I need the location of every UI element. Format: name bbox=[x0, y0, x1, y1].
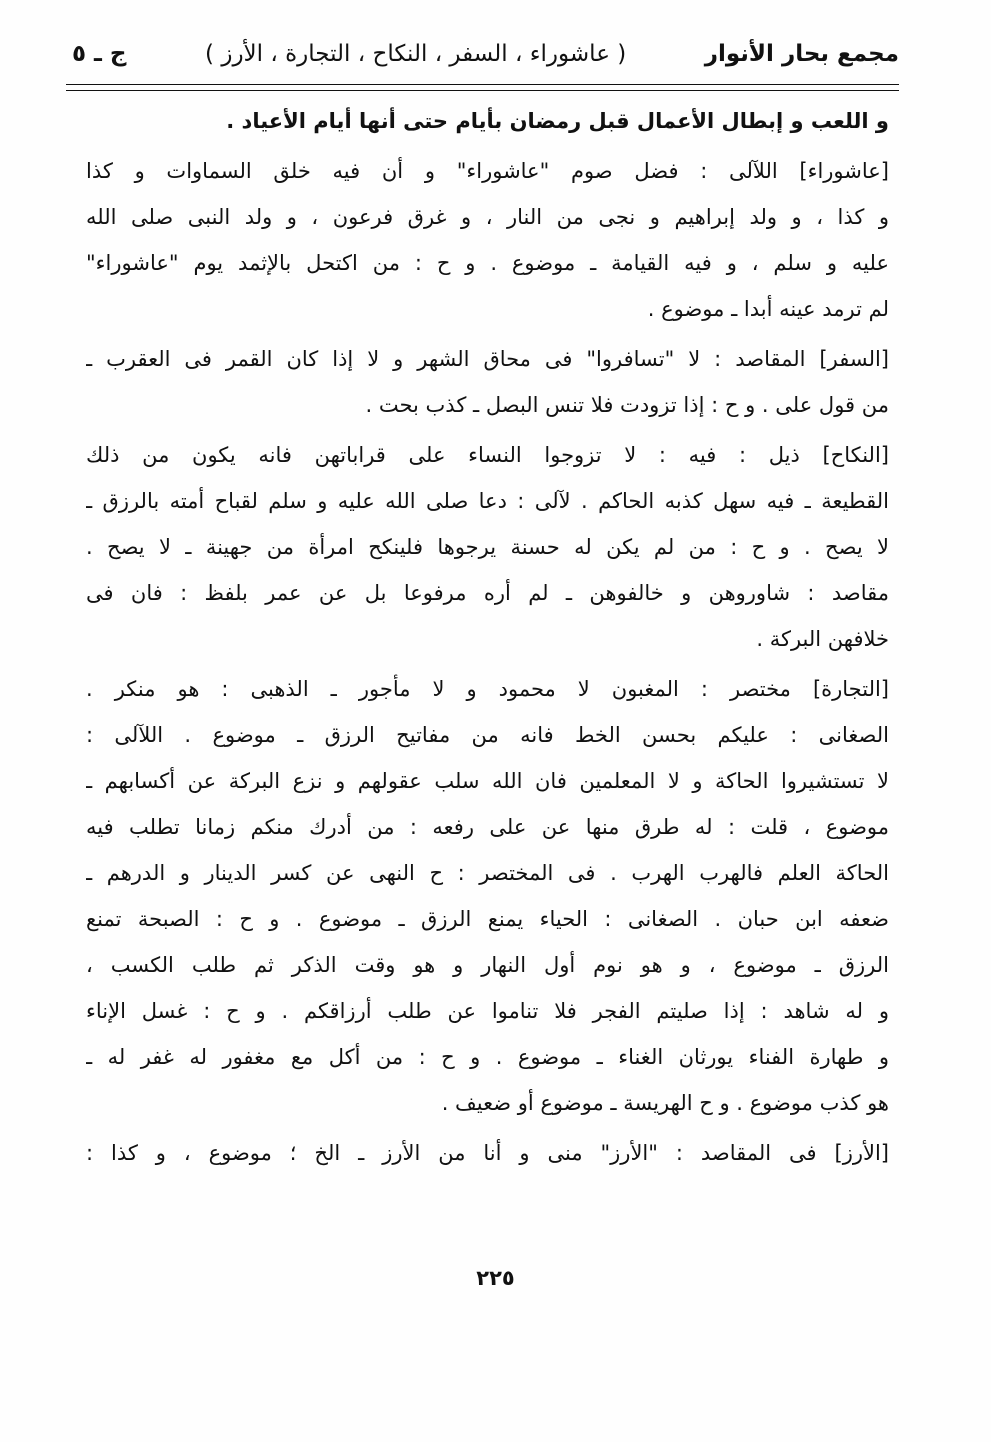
text-line: [عاشوراء] اللآلى : فضل صوم "عاشوراء" و أن فيه خلق السماوات و كذا bbox=[86, 159, 889, 183]
text-line: [التجارة] مختصر : المغبون لا محمود و لا مأجور ـ الذهبى : هو منكر . bbox=[86, 677, 889, 701]
text-line: و اللعب و إبطال الأعمال قبل رمضان بأيام حتى أنها أيام الأعياد . bbox=[226, 109, 889, 133]
text-line: هو كذب موضوع . و ح الهريسة ـ موضوع أو ضعيف . bbox=[441, 1091, 889, 1115]
text-line: الصغانى : عليكم بحسن الخط فانه من مفاتيح الرزق ـ موضوع . اللآلى : bbox=[86, 723, 889, 747]
text-line: ضعفه ابن حبان . الصغانى : الحياء يمنع الرزق ـ موضوع . و ح : الصبحة تمنع bbox=[86, 907, 889, 931]
text-line: و كذا ، و ولد إبراهيم و نجى من النار ، و غرق فرعون ، و ولد النبى صلى الله bbox=[86, 205, 889, 229]
running-header bbox=[72, 34, 899, 74]
text-line: القطيعة ـ فيه سهل كذبه الحاكم . لآلى : دعا صلى الله عليه و سلم لقباح أمته بالرزق ـ bbox=[86, 489, 889, 513]
header-rule-top bbox=[66, 84, 899, 85]
section-title: ( عاشوراء ، السفر ، النكاح ، التجارة ، الأرز ) bbox=[205, 41, 627, 67]
text-line: [السفر] المقاصد : لا "تسافروا" فى محاق الشهر و لا إذا كان القمر فى العقرب ـ bbox=[86, 347, 889, 371]
text-line: من قول على . و ح : إذا تزودت فلا تنس البصل ـ كذب بحت . bbox=[365, 393, 889, 417]
text-line: الرزق ـ موضوع ، و هو نوم أول النهار و هو وقت الذكر ثم طلب الكسب ، bbox=[86, 953, 889, 977]
text-line: الحاكة العلم فالهرب الهرب . فى المختصر : ح النهى عن كسر الدينار و الدرهم ـ bbox=[86, 861, 889, 885]
text-line: موضوع ، قلت : له طرق منها عن على رفعه : من أدرك منكم زمانا تطلب فيه bbox=[86, 815, 889, 839]
book-title: مجمع بحار الأنوار bbox=[704, 41, 899, 67]
text-line: لا يصح . و ح : من لم يكن له حسنة يرجوها فلينكح امرأة من جهينة ـ لا يصح . bbox=[86, 535, 889, 559]
text-line: [الأرز] فى المقاصد : "الأرز" منى و أنا من الأرز ـ الخ ؛ موضوع ، و كذا : bbox=[86, 1141, 889, 1165]
text-line: و له شاهد : إذا صليتم الفجر فلا تناموا عن طلب أرزاقكم . و ح : غسل الإناء bbox=[86, 999, 889, 1023]
text-line: و طهارة الفناء يورثان الغناء ـ موضوع . و ح : من أكل مع مغفور له غفر له ـ bbox=[86, 1045, 889, 1069]
page-number: ٢٢٥ bbox=[476, 1266, 515, 1290]
text-line: [النكاح] ذيل : فيه : لا تزوجوا النساء على قراباتهن فانه يكون من ذلك bbox=[86, 443, 889, 467]
text-line: لم ترمد عينه أبدا ـ موضوع . bbox=[647, 297, 889, 321]
text-line: عليه و سلم ، و فيه القيامة ـ موضوع . و ح : من اكتحل بالإثمد يوم "عاشوراء" bbox=[86, 251, 889, 275]
text-line: مقاصد : شاوروهن و خالفوهن ـ لم أره مرفوعا بل عن عمر بلفظ : فان فى bbox=[86, 581, 889, 605]
header-rule-bottom bbox=[66, 90, 899, 91]
text-line: خلافهن البركة . bbox=[756, 627, 889, 651]
volume-label: ج ـ ٥ bbox=[72, 41, 127, 67]
body-text bbox=[86, 98, 889, 1176]
text-line: لا تستشيروا الحاكة و لا المعلمين فان الله سلب عقولهم و نزع البركة عن أكسابهم ـ bbox=[86, 769, 889, 793]
